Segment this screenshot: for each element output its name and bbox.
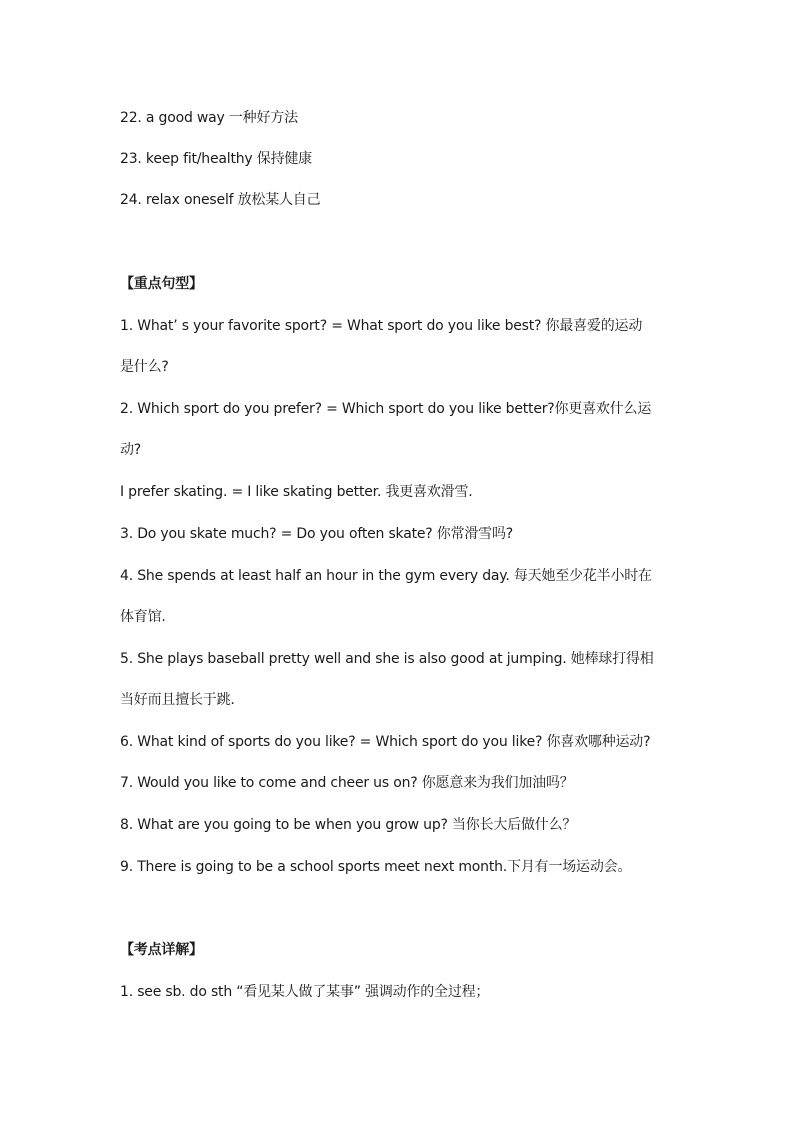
sentence-line: 4. She spends at least half an hour in the gym every day. 每天她至少花半小时在: [120, 568, 652, 584]
vocab-item: 24. relax oneself 放松某人自己: [120, 192, 321, 208]
test-point-line: 1. see sb. do sth “看见某人做了某事” 强调动作的全过程；: [120, 984, 490, 1000]
sentence-line: I prefer skating. = I like skating better. 我更喜欢滑雪.: [120, 484, 473, 500]
sentence-line: 9. There is going to be a school sports meet next month.下月有一场运动会。: [120, 859, 632, 875]
section-heading-test-points: 【考点详解】: [120, 942, 203, 958]
sentence-line: 当好而且擅长于跳.: [120, 692, 235, 708]
vocab-item: 22. a good way 一种好方法: [120, 110, 298, 126]
vocab-item: 23. keep fit/healthy 保持健康: [120, 151, 312, 167]
sentence-line: 是什么?: [120, 359, 169, 375]
sentence-line: 动?: [120, 442, 142, 458]
sentence-line: 3. Do you skate much? = Do you often skate? 你常滑雪吗?: [120, 526, 513, 542]
sentence-line: 7. Would you like to come and cheer us on? 你愿意来为我们加油吗？: [120, 775, 574, 791]
sentence-line: 体育馆.: [120, 609, 166, 625]
sentence-line: 1. What’ s your favorite sport? = What sport do you like best? 你最喜爱的运动: [120, 318, 643, 334]
sentence-line: 2. Which sport do you prefer? = Which sport do you like better?你更喜欢什么运: [120, 401, 652, 417]
sentence-line: 5. She plays baseball pretty well and she is also good at jumping. 她棒球打得相: [120, 651, 654, 667]
sentence-line: 8. What are you going to be when you grow up? 当你长大后做什么？: [120, 817, 577, 833]
sentence-line: 6. What kind of sports do you like? = Which sport do you like? 你喜欢哪种运动?: [120, 734, 651, 750]
section-heading-key-sentences: 【重点句型】: [120, 276, 203, 292]
